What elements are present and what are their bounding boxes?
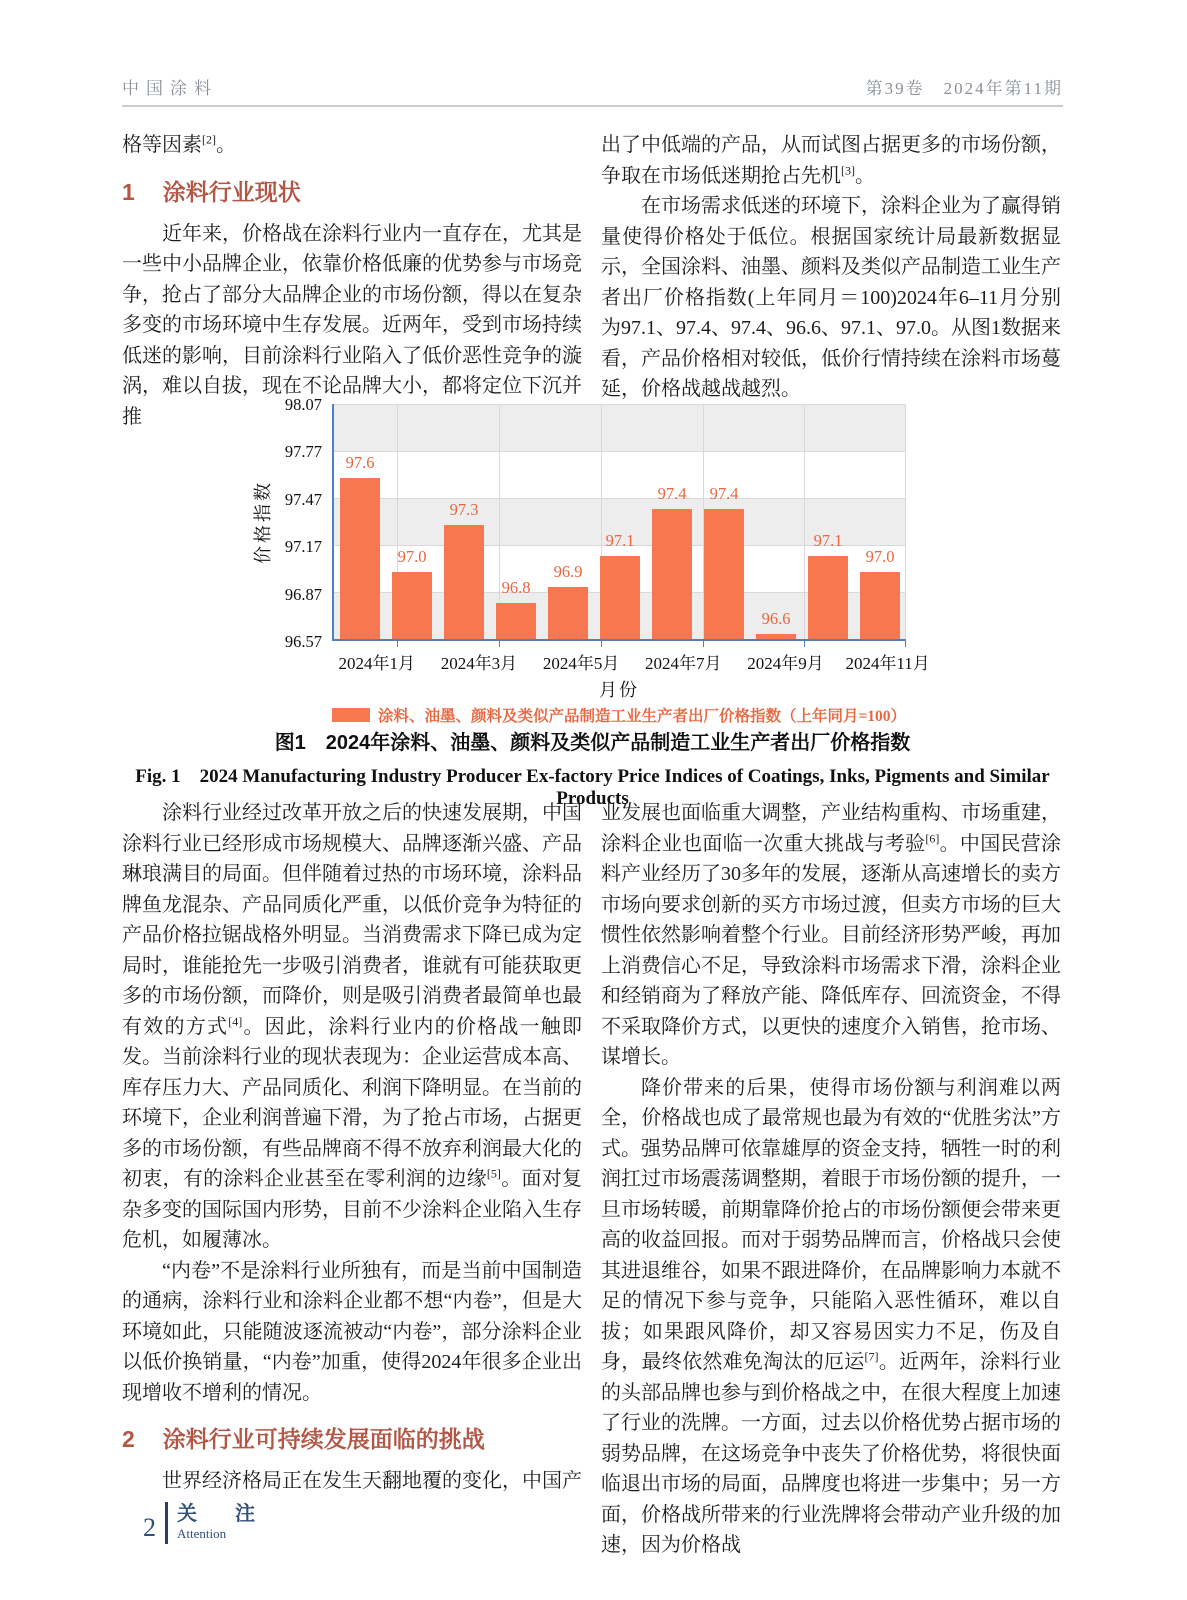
bar-2024年7月 — [652, 509, 692, 639]
legend-label: 涂料、油墨、颜料及类似产品制造工业生产者出厂价格指数（上年同月=100） — [377, 708, 907, 725]
paragraph — [601, 1073, 1061, 1561]
x-tick-label: 2024年3月 — [440, 654, 518, 673]
text-segment: 降价带来的后果，使得市场份额与利润难以两全，价格战也成了最常规也最为有效的“优胜劣汰”方式。强势品牌可依靠雄厚的资金支持，牺牲一时的利润扛过市场震荡调整期，着眼于市场份额的提升，一旦市场转暖，前期靠降价抢占的市场份额便会带来更高的收益回报。而对于弱势品牌而言，价格战只会使其进退维谷，如果不跟进降价，在品牌影响力本就不足的情况下参与竞争，只能陷入恶性循环，难以自拔；如果跟风降价，却又容易因实力不足，伤及自身，最终依然难免淘汰的厄运 — [601, 1076, 1061, 1373]
x-tickmark — [804, 641, 805, 647]
chart-legend — [332, 704, 906, 726]
page-header — [122, 78, 1063, 107]
h-gridline — [334, 498, 906, 499]
bar-2024年9月 — [756, 634, 796, 639]
bar-value-label: 97.0 — [397, 546, 427, 566]
text-segment: 。 — [216, 134, 236, 156]
bar-2024年2月 — [392, 572, 432, 639]
bar-value-label: 97.0 — [865, 546, 895, 566]
x-tickmark — [397, 641, 398, 647]
y-tick-label: 98.07 — [284, 395, 322, 414]
y-tick-label: 96.87 — [284, 584, 322, 604]
v-gridline — [804, 404, 805, 639]
bar-2024年5月 — [548, 587, 588, 639]
bar-value-label: 97.4 — [709, 483, 739, 503]
page-number: 2 — [143, 1513, 156, 1542]
section-number: 1 — [122, 178, 135, 205]
reference-superscript: [4] — [228, 1013, 243, 1028]
bar-value-label: 97.3 — [449, 499, 479, 519]
v-gridline — [905, 404, 906, 639]
reference-superscript: [5] — [486, 1166, 501, 1181]
bar-2024年6月 — [600, 556, 640, 639]
bar-value-label: 97.1 — [605, 530, 635, 550]
reference-superscript: [7] — [864, 1349, 879, 1364]
column-top-left — [122, 130, 582, 432]
h-gridline — [334, 451, 906, 452]
paragraph — [122, 1466, 582, 1497]
section-number: 2 — [122, 1426, 135, 1452]
figure-1-chart — [252, 395, 930, 725]
bar-value-label: 97.4 — [657, 483, 687, 503]
text-segment: 出了中低端的产品，从而试图占据更多的市场份额，争取在市场低迷期抢占先机 — [601, 134, 1061, 187]
section-heading-2 — [122, 1425, 582, 1453]
text-segment: 。因此，涂料行业内的价格战一触即发。当前涂料行业的现状表现为：企业运营成本高、库存压力大、产品同质化、利润下降明显。在当前的环境下，企业利润普遍下滑，为了抢占市场，占据更多的市场份额，有些品牌商不得不放弃利润最大化的初衷，有的涂料企业甚至在零利润的边缘 — [122, 1015, 583, 1190]
y-axis-title: 价格指数 — [253, 480, 273, 564]
x-tick-label: 2024年11月 — [845, 654, 930, 673]
paragraph — [122, 798, 582, 1256]
paragraph — [601, 191, 1061, 405]
paragraph — [601, 798, 1061, 1073]
text-segment: 业发展也面临重大调整，产业结构重构、市场重建，涂料企业也面临一次重大挑战与考验 — [601, 802, 1061, 855]
text-segment: 。 — [855, 164, 875, 187]
grid-band — [334, 451, 906, 498]
y-tick-label: 97.77 — [284, 442, 322, 462]
grid-band — [334, 404, 906, 451]
text-segment: 世界经济格局正在发生天翻地覆的变化，中国产 — [162, 1470, 582, 1492]
x-tickmark — [499, 641, 500, 647]
figure-caption-en: Fig. 1 2024 Manufacturing Industry Producer Ex-factory Price Indices of Coatings, Inks, Pigments and Similar Products — [135, 766, 1050, 809]
paragraph — [601, 130, 1061, 191]
text-segment: 。近两年，涂料行业的头部品牌也参与到价格战之中，在很大程度上加速了行业的洗牌。一方面，过去以价格优势占据市场的弱势品牌，在这场竞争中丧失了价格优势，将很快面临退出市场的局面，品牌度也将进一步集中；另一方面，价格战所带来的行业洗牌将会带动产业升级的加速，因为价格战 — [601, 1351, 1062, 1556]
paragraph — [122, 219, 582, 433]
reference-superscript: [6] — [925, 830, 940, 845]
column-bottom-left — [122, 798, 582, 1497]
volume-issue: 第39卷 2024年第11期 — [865, 79, 1063, 98]
page-footer — [143, 1502, 264, 1544]
y-axis-ticks — [274, 395, 326, 651]
text-segment: 。面对复杂多变的国际国内形势，目前不少涂料企业陷入生存危机，如履薄冰。 — [122, 1168, 583, 1251]
footer-column-en: Attention — [177, 1526, 227, 1541]
reference-superscript: [3] — [841, 162, 855, 177]
text-segment: “内卷”不是涂料行业所独有，而是当前中国制造的通病，涂料行业和涂料企业都不想“内卷”，但是大环境如此，只能随波逐流被动“内卷”，部分涂料企业以低价换销量，“内卷”加重，使得2024年很多企业出现增收不增利的情况。 — [122, 1259, 582, 1404]
bar-2024年11月 — [860, 572, 900, 639]
x-tickmark — [703, 641, 704, 647]
bar-value-label: 96.9 — [553, 562, 583, 582]
paragraph — [122, 130, 582, 161]
bar-2024年4月 — [496, 603, 536, 639]
reference-superscript: [2] — [202, 132, 216, 147]
y-tick-label: 96.57 — [284, 632, 322, 651]
bar-2024年1月 — [340, 478, 380, 639]
x-tick-label: 2024年7月 — [645, 654, 722, 673]
bar-value-label: 96.6 — [761, 609, 791, 629]
column-top-right — [601, 130, 1061, 405]
footer-column-zh: 关 注 — [177, 1503, 264, 1525]
x-tick-label: 2024年1月 — [338, 654, 416, 673]
bar-value-label: 97.1 — [813, 530, 843, 550]
x-axis-ticks — [332, 649, 930, 673]
footer-column-name — [177, 1502, 264, 1544]
x-tick-label: 2024年5月 — [542, 654, 620, 673]
y-tick-label: 97.47 — [284, 489, 322, 509]
section-heading-1 — [122, 178, 582, 206]
section-title: 涂料行业现状 — [162, 178, 301, 205]
bar-2024年8月 — [704, 509, 744, 639]
figure-caption-zh: 图1 2024年涂料、油墨、颜料及类似产品制造工业生产者出厂价格指数 — [274, 732, 911, 754]
paragraph — [122, 1256, 582, 1409]
bar-value-label: 96.8 — [501, 577, 531, 597]
text-segment: 近年来，价格战在涂料行业内一直存在，尤其是一些中小品牌企业，依靠价格低廉的优势参与市场竞争，抢占了部分大品牌企业的市场份额，得以在复杂多变的市场环境中生存发展。近两年，受到市场持续低迷的影响，目前涂料行业陷入了低价恶性竞争的漩涡，难以自拔，现在不论品牌大小，都将定位下沉并推 — [122, 222, 582, 428]
bar-value-label: 97.6 — [345, 452, 375, 472]
legend-swatch-icon — [332, 708, 370, 722]
x-axis-title: 月份 — [599, 680, 639, 700]
text-segment: 。中国民营涂料产业经历了30多年的发展，逐渐从高速增长的卖方市场向要求创新的买方市场过渡，但卖方市场的巨大惯性依然影响着整个行业。目前经济形势严峻，再加上消费信心不足，导致涂料市场需求下滑，涂料企业和经销商为了释放产能、降低库存、回流资金，不得不采取降价方式，以更快的速度介入销售，抢市场、谋增长。 — [601, 832, 1062, 1068]
footer-divider — [165, 1502, 168, 1544]
bar-2024年10月 — [808, 556, 848, 639]
journal-name: 中国涂料 — [122, 79, 218, 98]
section-title: 涂料行业可持续发展面临的挑战 — [162, 1426, 485, 1452]
text-segment: 格等因素 — [122, 134, 202, 156]
text-segment: 涂料行业经过改革开放之后的快速发展期，中国涂料行业已经形成市场规模大、品牌逐渐兴盛、产品琳琅满目的局面。但伴随着过热的市场环境，涂料品牌鱼龙混杂、产品同质化严重，以低价竞争为特征的产品价格拉锯战格外明显。当消费需求下降已成为定局时，谁能抢先一步吸引消费者，谁就有可能获取更多的市场份额，而降价，则是吸引消费者最简单也最有效的方式 — [122, 802, 582, 1038]
y-tick-label: 97.17 — [284, 537, 322, 557]
chart-plot-area — [332, 404, 906, 641]
x-tickmark — [905, 641, 906, 647]
text-segment: 在市场需求低迷的环境下，涂料企业为了赢得销量使得价格处于低位。根据国家统计局最新数据显示，全国涂料、油墨、颜料及类似产品制造工业生产者出厂价格指数(上年同月＝100)2024年6–11月分别为97.1、97.4、97.4、96.6、97.1、97.0。从图1数据来看，产品价格相对较低，低价行情持续在涂料市场蔓延，价格战越战越烈。 — [601, 195, 1061, 400]
h-gridline — [334, 404, 906, 405]
bar-2024年3月 — [444, 525, 484, 639]
column-bottom-right — [601, 798, 1061, 1561]
x-tickmark — [601, 641, 602, 647]
x-tick-label: 2024年9月 — [747, 654, 824, 673]
